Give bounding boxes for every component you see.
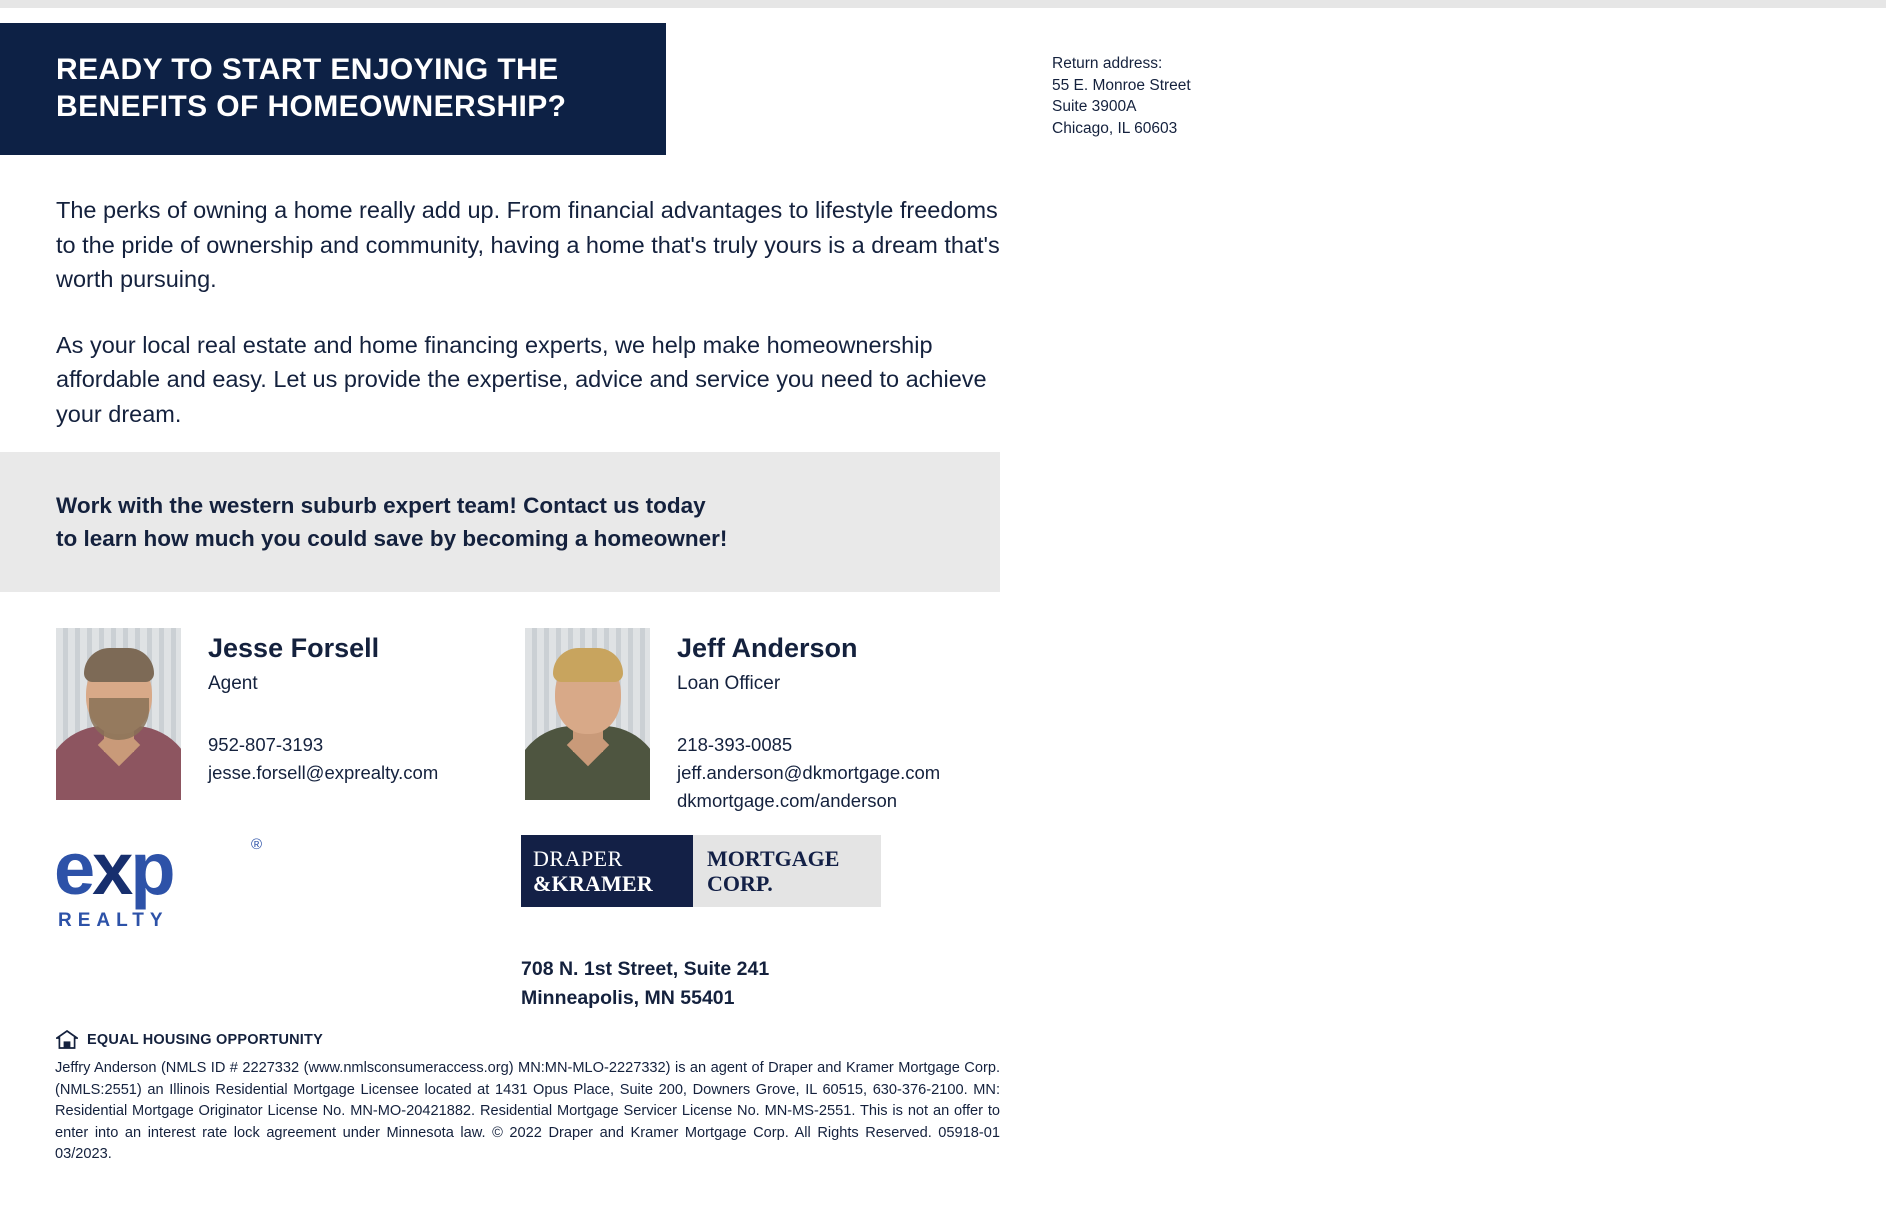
company-address-line-2: Minneapolis, MN 55401 [521, 987, 735, 1009]
return-address-line-2: Suite 3900A [1052, 98, 1137, 115]
headline-line-1: READY TO START ENJOYING THE [56, 53, 559, 86]
draper-kramer-block [521, 835, 693, 907]
dk-line-corp: CORP. [707, 871, 773, 896]
left-edge [0, 8, 34, 1220]
callout-band [0, 452, 1000, 592]
return-address-line-3: Chicago, IL 60603 [1052, 119, 1178, 137]
agent-role: Agent [208, 673, 258, 694]
exp-realty-logo [54, 827, 264, 942]
dk-line-draper: DRAPER [533, 846, 623, 871]
dk-line-mortgage: MORTGAGE [707, 846, 840, 871]
return-address-line-1: 55 E. Monroe Street [1052, 76, 1191, 94]
headline-banner [0, 23, 666, 155]
registered-mark-icon: ® [250, 836, 262, 853]
agent-headshot-photo [56, 628, 181, 800]
loan-officer-website[interactable]: dkmortgage.com/anderson [677, 790, 898, 811]
loan-officer-phone[interactable]: 218-393-0085 [677, 734, 793, 755]
equal-housing-label: EQUAL HOUSING OPPORTUNITY [87, 1032, 323, 1048]
return-address [1052, 53, 1191, 139]
company-address [521, 955, 769, 1013]
return-address-label: Return address: [1052, 55, 1163, 72]
equal-housing-opportunity [56, 1030, 323, 1050]
dk-line-kramer: &KRAMER [533, 871, 653, 896]
callout-line-2: to learn how much you could save by becoming a homeowner! [56, 526, 728, 551]
callout-line-1: Work with the western suburb expert team! Contact us today [56, 493, 706, 518]
exp-letter-p: p [130, 827, 173, 910]
photo-hair [553, 648, 623, 682]
loan-officer-email[interactable]: jeff.anderson@dkmortgage.com [677, 762, 941, 783]
agent-contact-info [208, 628, 538, 787]
equal-housing-icon [56, 1030, 78, 1050]
exp-wordmark [54, 827, 264, 910]
exp-letter-x: x [92, 827, 131, 910]
body-paragraph-1: The perks of owning a home really add up. From financial advantages to lifestyle freedoms to the pride of ownership and community, having a home that's truly yours is a dream that's worth pursuing. [56, 197, 1000, 292]
legal-disclaimer: Jeffry Anderson (NMLS ID # 2227332 (www.nmlsconsumeraccess.org) MN:MN-MLO-2227332) is an agent of Draper and Kramer Mortgage Corp. (NMLS:2551) an Illinois Residential Mortgage Licensee located at 1431 Opus Place, Suite 200, Downers Grove, IL 60515, 630-376-2100. MN: Residential Mortgage Originator License No. MN-MO-20421882. Residential Mortgage Servicer License No. MN-MS-2551. This is not an offer to enter into an interest rate lock agreement under Minnesota law. © 2022 Draper and Kramer Mortgage Corp. All Rights Reserved. 05918-01 03/2023. [55, 1060, 1000, 1162]
loan-officer-role: Loan Officer [677, 673, 781, 694]
photo-hair [84, 648, 154, 682]
loan-officer-headshot-photo [525, 628, 650, 800]
draper-kramer-mortgage-logo [521, 835, 881, 907]
agent-name: Jesse Forsell [208, 633, 380, 663]
agent-email[interactable]: jesse.forsell@exprealty.com [208, 762, 439, 783]
loan-officer-name: Jeff Anderson [677, 633, 858, 663]
body-paragraph-2: As your local real estate and home financing experts, we help make homeownership affordable and easy. Let us provide the expertise, advice and service you need to achieve your dream. [56, 331, 987, 427]
company-address-line-1: 708 N. 1st Street, Suite 241 [521, 958, 770, 980]
loan-officer-contact-lines [677, 731, 1007, 815]
body-copy [56, 193, 1001, 431]
top-strip [0, 0, 1886, 8]
loan-officer-contact-info [677, 628, 1007, 815]
agent-phone[interactable]: 952-807-3193 [208, 734, 324, 755]
mortgage-corp-block [693, 835, 881, 907]
agent-contact-lines [208, 731, 538, 787]
headline-line-2: BENEFITS OF HOMEOWNERSHIP? [56, 90, 567, 123]
exp-letter-e: e [54, 827, 93, 910]
exp-realty-subtext: REALTY [58, 910, 169, 931]
